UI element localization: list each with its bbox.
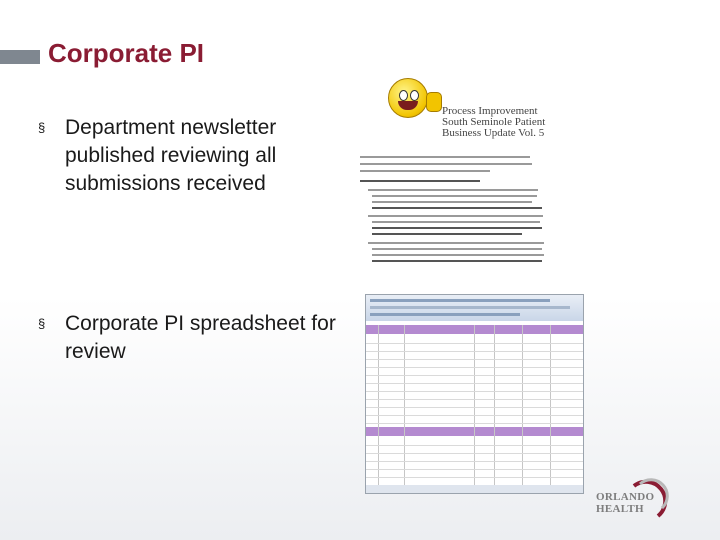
- bullet-item: [38, 310, 358, 366]
- newsletter-heading-line: South Seminole Patient: [442, 116, 546, 128]
- bullet-text: Department newsletter published reviewing all submissions received: [65, 116, 277, 195]
- title-accent-bar: [0, 50, 40, 64]
- newsletter-heading-line: Business Update Vol. 5: [442, 127, 545, 139]
- orlando-health-logo: [596, 476, 696, 522]
- newsletter-thumbnail: [360, 70, 565, 270]
- slide-title: Corporate PI: [48, 38, 205, 68]
- bullet-marker: §: [38, 120, 46, 135]
- newsletter-heading: [442, 106, 545, 139]
- newsletter-heading-line: Process Improvement: [442, 105, 538, 117]
- bullet-text: Corporate PI spreadsheet for review: [65, 312, 336, 363]
- bullet-marker: §: [38, 316, 46, 331]
- thumbs-up-icon: [426, 92, 442, 112]
- spreadsheet-sheet-tabs: [366, 485, 583, 493]
- spreadsheet-ribbon: [366, 295, 583, 321]
- logo-text: ORLANDO HEALTH: [596, 491, 655, 515]
- bullet-item: [38, 114, 338, 198]
- smiley-icon: [388, 78, 428, 118]
- spreadsheet-thumbnail: [365, 294, 584, 494]
